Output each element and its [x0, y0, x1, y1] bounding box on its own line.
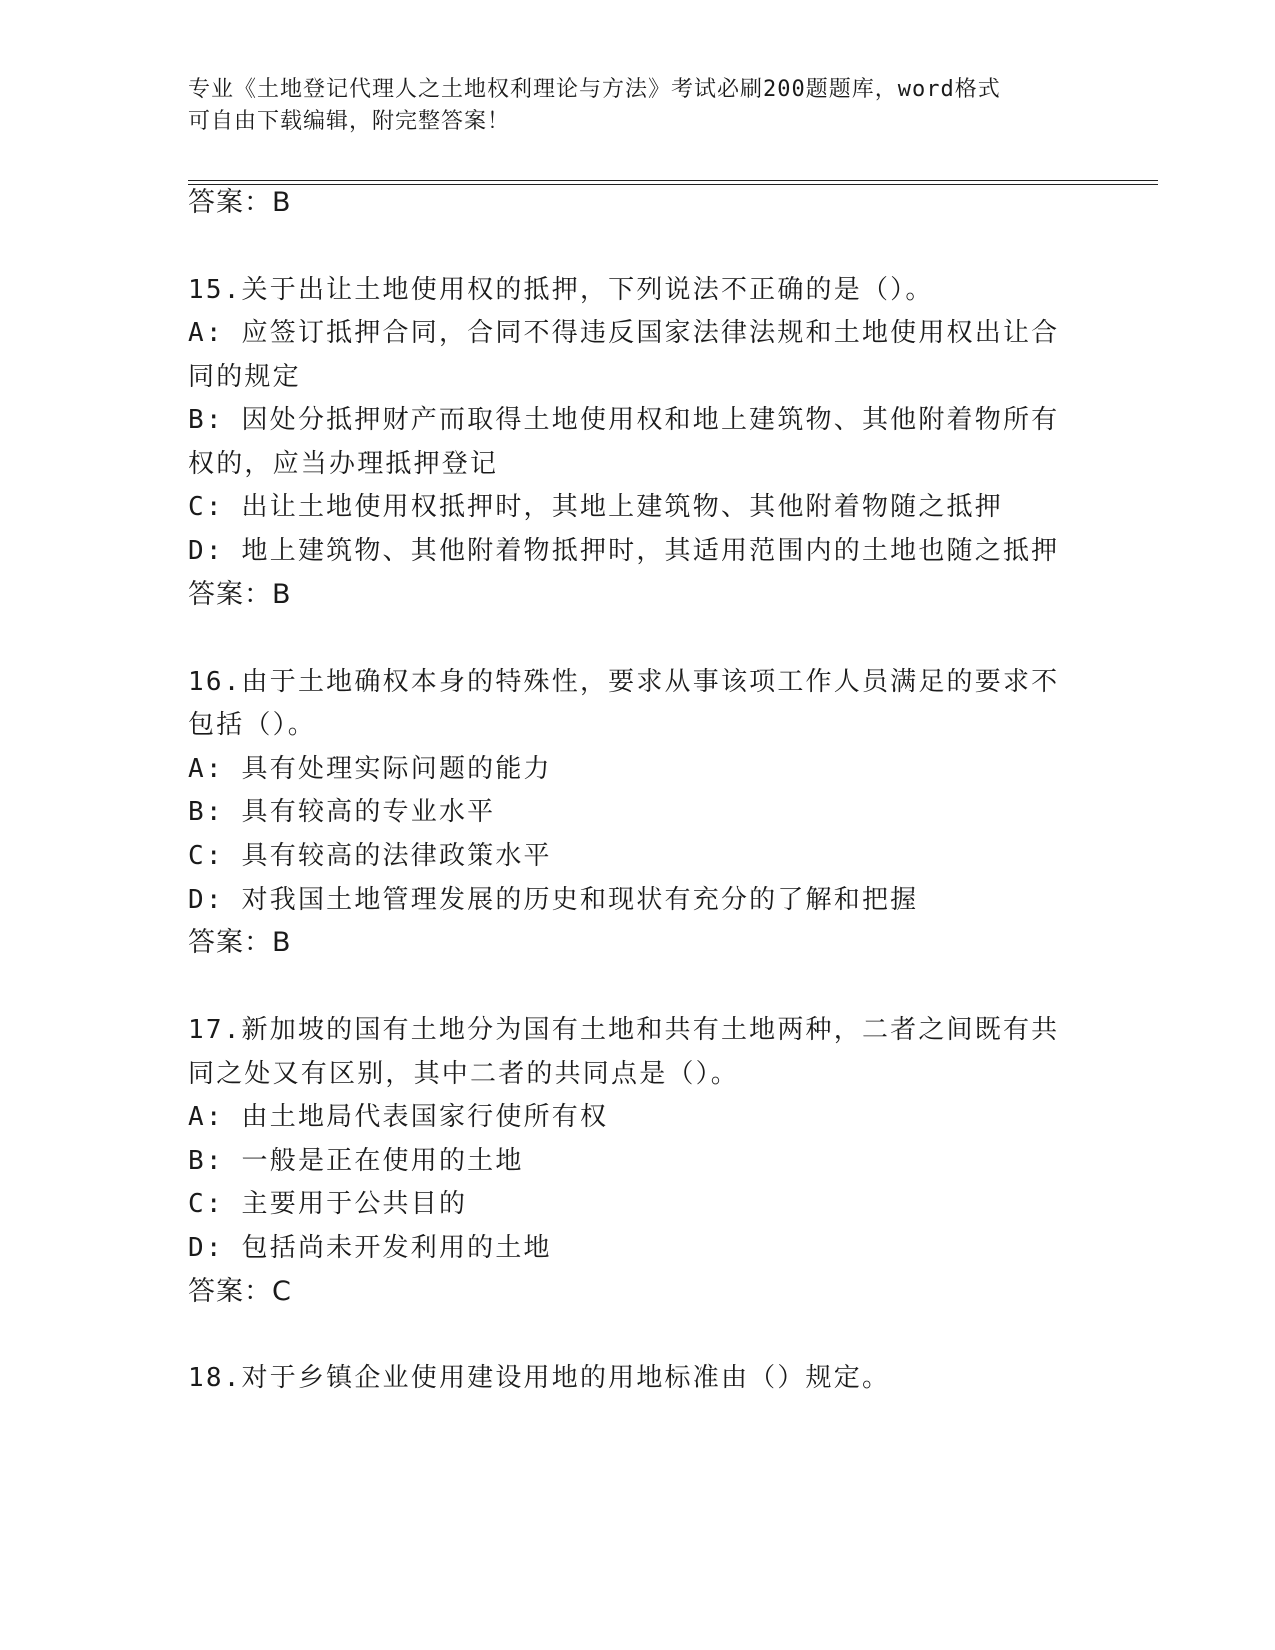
question-stem: 15.关于出让土地使用权的抵押，下列说法不正确的是（）。	[188, 275, 934, 305]
header-line-2: 可自由下载编辑，附完整答案！	[188, 109, 511, 134]
option-a: A: 具有处理实际问题的能力	[188, 754, 552, 784]
question-stem: 16.由于土地确权本身的特殊性，要求从事该项工作人员满足的要求不	[188, 667, 1060, 697]
option-b-continued: 权的，应当办理抵押登记	[188, 449, 499, 479]
question-stem-continued: 包括（）。	[188, 710, 317, 740]
option-d: D: 包括尚未开发利用的土地	[188, 1233, 552, 1263]
option-a-continued: 同的规定	[188, 362, 301, 392]
answer-line: 答案：B	[188, 927, 292, 958]
question-stem: 18.对于乡镇企业使用建设用地的用地标准由（）规定。	[188, 1363, 891, 1393]
answer-line: 答案：B	[188, 579, 292, 610]
option-a: A: 应签订抵押合同，合同不得违反国家法律法规和土地使用权出让合	[188, 318, 1060, 348]
option-d: D: 地上建筑物、其他附着物抵押时，其适用范围内的土地也随之抵押	[188, 536, 1060, 566]
option-b: B: 具有较高的专业水平	[188, 797, 496, 827]
header-divider	[188, 180, 1158, 185]
header-line-1: 专业《土地登记代理人之土地权利理论与方法》考试必刷200题题库，word格式	[188, 77, 1001, 102]
option-b: B: 一般是正在使用的土地	[188, 1146, 524, 1176]
question-stem-continued: 同之处又有区别，其中二者的共同点是（）。	[188, 1059, 740, 1089]
option-d: D: 对我国土地管理发展的历史和现状有充分的了解和把握	[188, 885, 919, 915]
option-a: A: 由土地局代表国家行使所有权	[188, 1102, 609, 1132]
option-c: C: 主要用于公共目的	[188, 1189, 468, 1219]
option-c: C: 出让土地使用权抵押时，其地上建筑物、其他附着物随之抵押	[188, 492, 1003, 522]
document-header	[188, 74, 1068, 138]
answer-line: 答案：B	[188, 187, 292, 218]
option-b: B: 因处分抵押财产而取得土地使用权和地上建筑物、其他附着物所有	[188, 405, 1060, 435]
answer-line: 答案：C	[188, 1276, 292, 1307]
option-c: C: 具有较高的法律政策水平	[188, 841, 552, 871]
question-stem: 17.新加坡的国有土地分为国有土地和共有土地两种，二者之间既有共	[188, 1015, 1060, 1045]
